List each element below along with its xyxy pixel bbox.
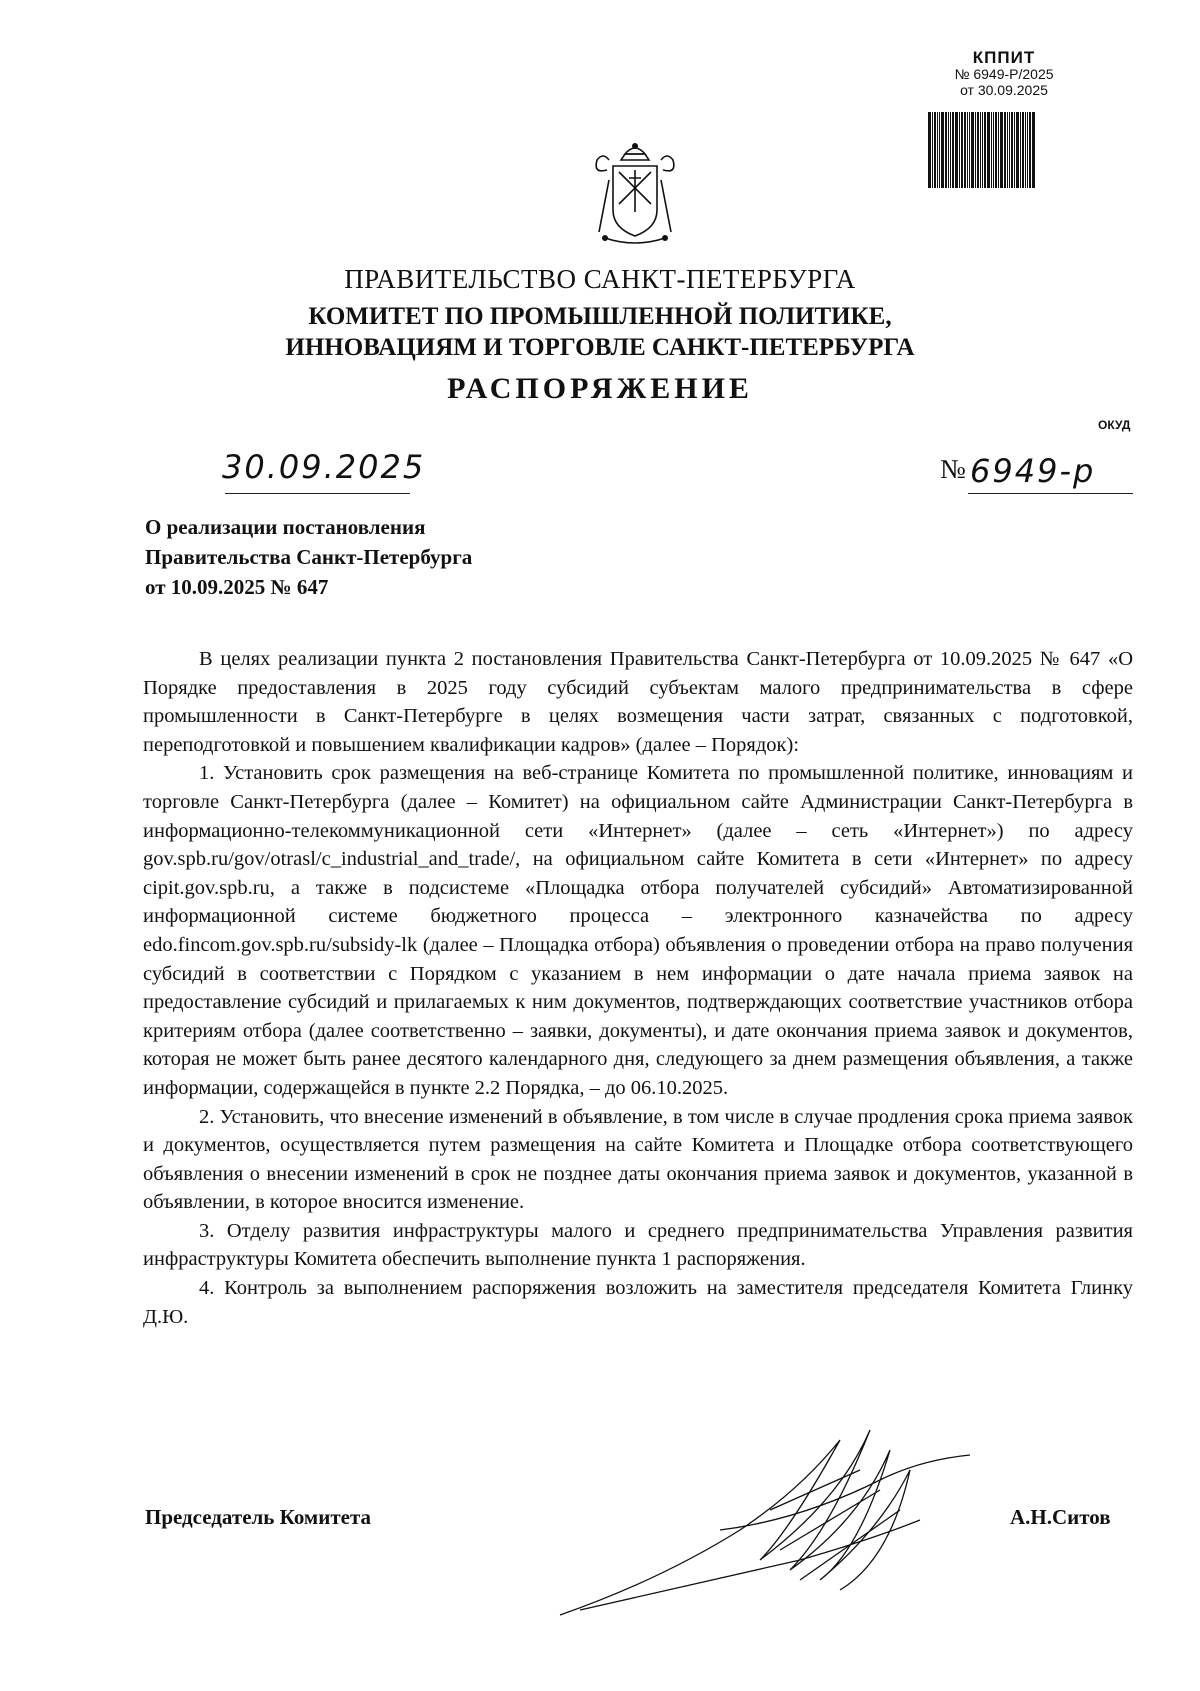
barcode-bar xyxy=(982,112,983,188)
intro-paragraph: В целях реализации пункта 2 постановления Правительства Санкт-Петербурга от 10.09.2025 № 647 «О Порядке предоставления в 2025 году субсидий субъектам малого предпринимательства в сфере промышленности в Санкт-Петербурге в целях возмещения части затрат, связанных с подготовкой, переподготовкой и повышением квалификации кадров» (далее – Порядок): xyxy=(143,648,1133,756)
signatory-role: Председатель Комитета xyxy=(145,1505,372,1529)
subject-line: Правительства Санкт-Петербурга xyxy=(145,545,473,569)
stamp-org: КППИТ xyxy=(972,48,1036,67)
registration-stamp xyxy=(944,50,1064,98)
barcode-bar xyxy=(934,112,936,188)
handwritten-number: 6949-р xyxy=(970,452,1096,490)
barcode-bar xyxy=(984,112,986,188)
document-body xyxy=(143,645,1133,1331)
item-2-paragraph: 2. Установить, что внесение изменений в объявление, в том числе в случае продления срока приема заявок и документов, осуществляется путем размещения на сайте Комитета и Площадке отбора соответствующего объявления о внесении изменений в срок не позднее даты окончания приема заявок и документов, указанной в объявлении, в которое вносится изменение. xyxy=(143,1105,1133,1214)
subject-line: О реализации постановления xyxy=(145,515,426,539)
item-4-paragraph: 4. Контроль за выполнением распоряжения возложить на заместителя председателя Комитета Глинку Д.Ю. xyxy=(143,1277,1133,1328)
barcode-bar xyxy=(995,112,997,188)
barcode-bar xyxy=(969,112,970,188)
barcode-bar xyxy=(939,112,940,188)
barcode-bar xyxy=(1000,112,1003,188)
barcode-bar xyxy=(948,112,949,188)
barcode-bar xyxy=(1022,112,1024,188)
okud-label: ОКУД xyxy=(1098,418,1131,432)
barcode-bar xyxy=(1004,112,1006,188)
barcode-bar xyxy=(952,112,954,188)
stamp-number: № 6949-Р/2025 xyxy=(954,66,1054,82)
number-underline xyxy=(968,493,1133,494)
item-3-paragraph: 3. Отделу развития инфраструктуры малого и среднего предпринимательства Управления развития инфраструктуры Комитета обеспечить выполнение пункта 1 распоряжения. xyxy=(143,1219,1133,1271)
barcode-bar xyxy=(1007,112,1008,188)
date-underline xyxy=(225,493,410,494)
barcode-bar xyxy=(955,112,958,188)
committee-title-line2: ИННОВАЦИЯМ И ТОРГОВЛЕ САНКТ-ПЕТЕРБУРГА xyxy=(285,334,915,361)
signatory-name: А.Н.Ситов xyxy=(1010,1505,1111,1529)
barcode-bar xyxy=(961,112,963,188)
barcode-bar xyxy=(937,112,938,188)
barcode-bar xyxy=(1029,112,1031,188)
coat-of-arms-emblem xyxy=(585,140,685,250)
barcode-bar xyxy=(945,112,947,188)
barcode-bar xyxy=(1011,112,1013,188)
barcode-bar xyxy=(1016,112,1019,188)
barcode-bar xyxy=(1032,112,1035,188)
barcode-bar xyxy=(967,112,968,188)
barcode-bar xyxy=(980,112,981,188)
barcode-bar xyxy=(950,112,951,188)
handwritten-signature xyxy=(540,1410,980,1620)
barcode-bar xyxy=(964,112,966,188)
number-prefix: № xyxy=(940,454,966,484)
barcode-bar xyxy=(975,112,976,188)
government-title: ПРАВИТЕЛЬСТВО САНКТ-ПЕТЕРБУРГА xyxy=(344,264,856,294)
barcode-bar xyxy=(998,112,999,188)
barcode-bar xyxy=(1025,112,1026,188)
barcode-bar xyxy=(977,112,979,188)
subject-line: от 10.09.2025 № 647 xyxy=(145,575,329,599)
document-type: РАСПОРЯЖЕНИЕ xyxy=(447,372,753,405)
barcode-bar xyxy=(941,112,944,188)
barcode-bar xyxy=(987,112,990,188)
barcode-bar xyxy=(991,112,992,188)
barcode xyxy=(928,112,1064,188)
barcode-bar xyxy=(1014,112,1015,188)
barcode-bar xyxy=(1020,112,1021,188)
barcode-bar xyxy=(928,112,931,188)
committee-title-line1: КОМИТЕТ ПО ПРОМЫШЛЕННОЙ ПОЛИТИКЕ, xyxy=(308,303,892,330)
stamp-date: от 30.09.2025 xyxy=(960,82,1048,98)
barcode-bar xyxy=(1027,112,1028,188)
document-subject xyxy=(145,512,472,602)
barcode-bar xyxy=(932,112,933,188)
barcode-bar xyxy=(993,112,994,188)
barcode-bar xyxy=(959,112,960,188)
barcode-bar xyxy=(1009,112,1010,188)
item-1-paragraph: 1. Установить срок размещения на веб-странице Комитета по промышленной политике, инновациям и торговле Санкт-Петербурга (далее – Комитет) на официальном сайте Администрации Санкт-Петербурга в информационно-телекоммуникационной сети «Интернет» (далее – сеть «Интернет») по адресу gov.spb.ru/gov/otrasl/c_industrial_and_trade/, на официальном сайте Комитета в сети «Интернет» по адресу cipit.gov.spb.ru, а также в подсистеме «Площадка отбора получателей субсидий» Автоматизированной информационной системе бюджетного процесса – электронного казначейства по адресу edo.fincom.gov.spb.ru/subsidy-lk (далее – Площадка отбора) объявления о проведении отбора на право получения субсидий в соответствии с Порядком с указанием в нем информации о дате начала приема заявок на предоставление субсидий и прилагаемых к ним документов, подтверждающих соответствие участников отбора критериям отбора (далее соответственно – заявки, документы), и дате окончания приема заявок и документов, которая не может быть ранее десятого календарного дня, следующего за днем размещения объявления, а также информации, содержащейся в пункте 2.2 Порядка, – до 06.10.2025. xyxy=(143,762,1133,1099)
barcode-bar xyxy=(971,112,974,188)
handwritten-date: 30.09.2025 xyxy=(222,448,426,486)
